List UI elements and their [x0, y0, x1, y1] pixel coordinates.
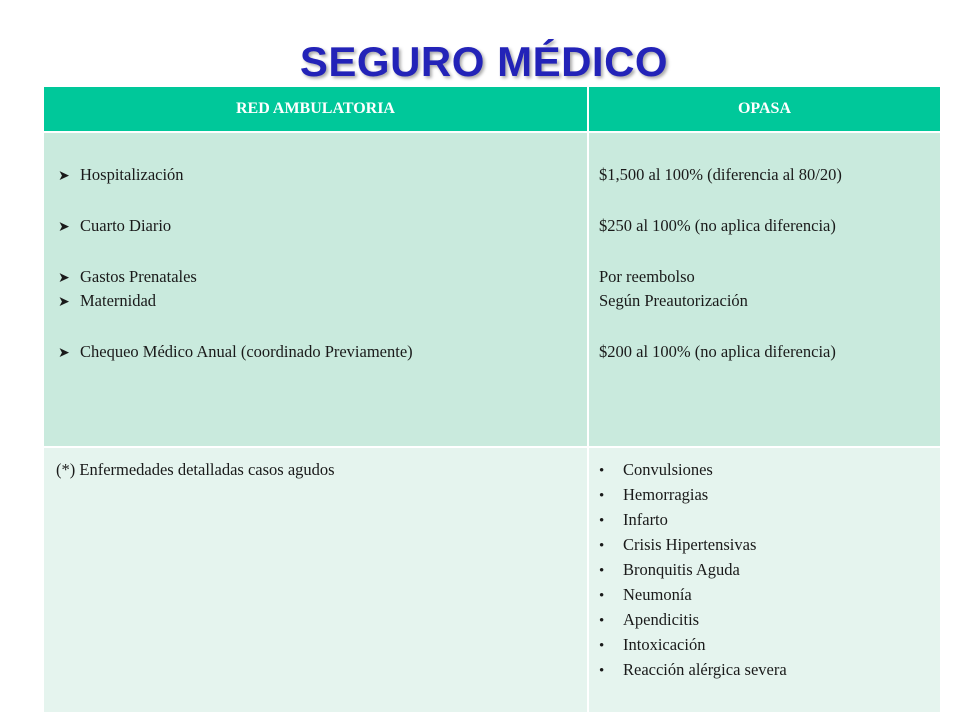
bullet-dot-icon: • — [599, 638, 605, 654]
acute-illness-list — [589, 448, 940, 712]
list-item: • Infarto — [599, 510, 668, 529]
coverage-value: $1,500 al 100% (diferencia al 80/20) — [599, 165, 842, 184]
coverage-value: $200 al 100% (no aplica diferencia) — [599, 342, 836, 361]
arrow-bullet-icon: ➤ — [58, 169, 70, 184]
header-red-ambulatoria: RED AMBULATORIA — [44, 87, 589, 131]
coverage-values-cell — [589, 133, 940, 446]
page-title: SEGURO MÉDICO — [299, 38, 669, 85]
arrow-bullet-icon: ➤ — [58, 271, 70, 286]
bullet-dot-icon: • — [599, 538, 605, 554]
arrow-bullet-icon: ➤ — [58, 346, 70, 361]
list-item: ➤ Chequeo Médico Anual (coordinado Previamente) — [58, 342, 413, 364]
bullet-dot-icon: • — [599, 463, 605, 479]
benefits-cell — [44, 133, 589, 446]
arrow-bullet-icon: ➤ — [58, 220, 70, 235]
bullet-dot-icon: • — [599, 663, 605, 679]
list-item: • Convulsiones — [599, 460, 713, 479]
list-item: • Apendicitis — [599, 610, 700, 629]
coverage-value: $250 al 100% (no aplica diferencia) — [599, 216, 836, 235]
acute-illness-cell — [44, 448, 589, 712]
bullet-dot-icon: • — [599, 588, 605, 604]
list-item: ➤ Gastos Prenatales — [58, 267, 197, 289]
acute-illness-label: (*) Enfermedades detalladas casos agudos — [56, 460, 335, 479]
coverage-value: Por reembolso — [599, 267, 695, 286]
table-row — [44, 448, 940, 712]
table-row — [44, 133, 940, 448]
coverage-value: Según Preautorización — [599, 291, 748, 310]
coverage-table — [44, 87, 940, 712]
list-item: • Bronquitis Aguda — [599, 560, 740, 579]
list-item: • Intoxicación — [599, 635, 706, 654]
list-item: • Neumonía — [599, 585, 692, 604]
list-item: ➤ Maternidad — [58, 291, 156, 313]
bullet-dot-icon: • — [599, 513, 605, 529]
list-item: ➤ Hospitalización — [58, 165, 184, 187]
table-header-row — [44, 87, 940, 133]
list-item: • Reacción alérgica severa — [599, 660, 787, 679]
bullet-dot-icon: • — [599, 613, 605, 629]
arrow-bullet-icon: ➤ — [58, 295, 70, 310]
list-item: • Hemorragias — [599, 485, 709, 504]
bullet-dot-icon: • — [599, 488, 605, 504]
list-item: ➤ Cuarto Diario — [58, 216, 171, 238]
header-opasa: OPASA — [589, 87, 940, 131]
bullet-dot-icon: • — [599, 563, 605, 579]
list-item: • Crisis Hipertensivas — [599, 535, 757, 554]
